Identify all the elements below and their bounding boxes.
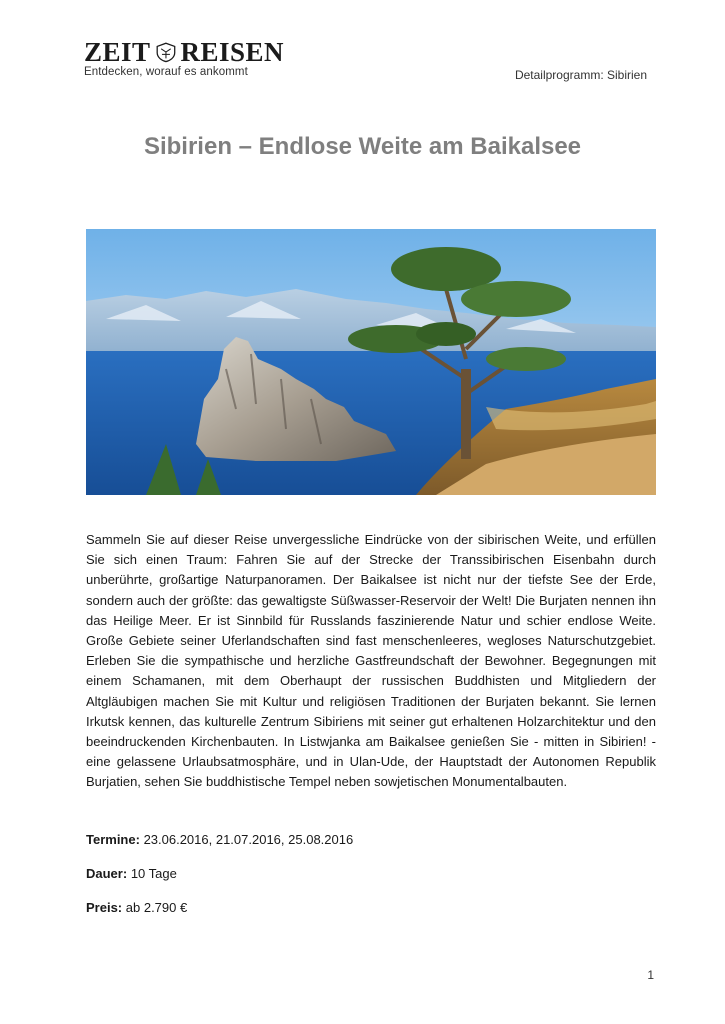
fact-preis-value: ab 2.790 € [125, 900, 188, 915]
logo-word-zeit: ZEIT [84, 37, 151, 67]
fact-termine-label: Termine: [86, 832, 140, 847]
header-section-label: Detailprogramm: Sibirien [514, 68, 647, 82]
fact-preis-label: Preis: [86, 900, 123, 915]
zeit-reisen-logo [84, 38, 284, 84]
hero-image-baikal-lake [86, 229, 656, 495]
fact-dauer-value: 10 Tage [130, 866, 177, 881]
crest-icon [154, 39, 178, 65]
fact-termine-value: 23.06.2016, 21.07.2016, 25.08.2016 [143, 832, 354, 847]
page-number: 1 [647, 968, 654, 982]
description-paragraph: Sammeln Sie auf dieser Reise unvergessliche Eindrücke von der sibirischen Weite, und erfüllen Sie sich einen Traum: Fahren Sie auf der Strecke der Transsibirischen Eisenbahn durch unberührte, großartige Naturpanoramen. Der Baikalsee ist nicht nur der tiefste See der Erde, sondern auch der größte: das gewaltigste Süßwasser-Reservoir der Welt! Die Burjaten nennen ihn das Heilige Meer. Er ist Sinnbild für Russlands faszinierende Natur und schier endlose Weite. Große Gebiete seiner Uferlandschaften sind fast menschenleeres, wegloses Naturschutzgebiet. Erleben Sie die sympathische und herzliche Gastfreundschaft der Bewohner. Begegnungen mit einem Schamanen, mit dem Oberhaupt der russischen Buddhisten und Mitgliedern der Altgläubigen machen Sie mit Kultur und religiösen Traditionen der Burjaten bekannt. Sie lernen Irkutsk kennen, das kulturelle Zentrum Sibiriens mit seiner gut erhaltenen Holzarchitektur und den beeindruckenden Kirchenbauten. In Listwjanka am Baikalsee genießen Sie - mitten in Sibirien! - eine gelassene Urlaubsatmosphäre, und in Ulan-Ude, der Hauptstadt der Autonomen Republik Burjatien, sehen Sie buddhistische Tempel neben sowjetischen Monumentalbauten. [86, 532, 656, 790]
logo-tagline: Entdecken, worauf es ankommt [84, 66, 248, 78]
trip-facts [86, 832, 353, 934]
fact-termine [86, 832, 353, 848]
logo-word-reisen: REISEN [180, 37, 284, 67]
logo-wordmark [84, 38, 284, 66]
fact-dauer-label: Dauer: [86, 866, 128, 881]
fact-dauer [86, 866, 353, 882]
page-title: Sibirien – Endlose Weite am Baikalsee [143, 133, 582, 160]
landscape-illustration [86, 229, 656, 495]
fact-preis [86, 900, 353, 916]
